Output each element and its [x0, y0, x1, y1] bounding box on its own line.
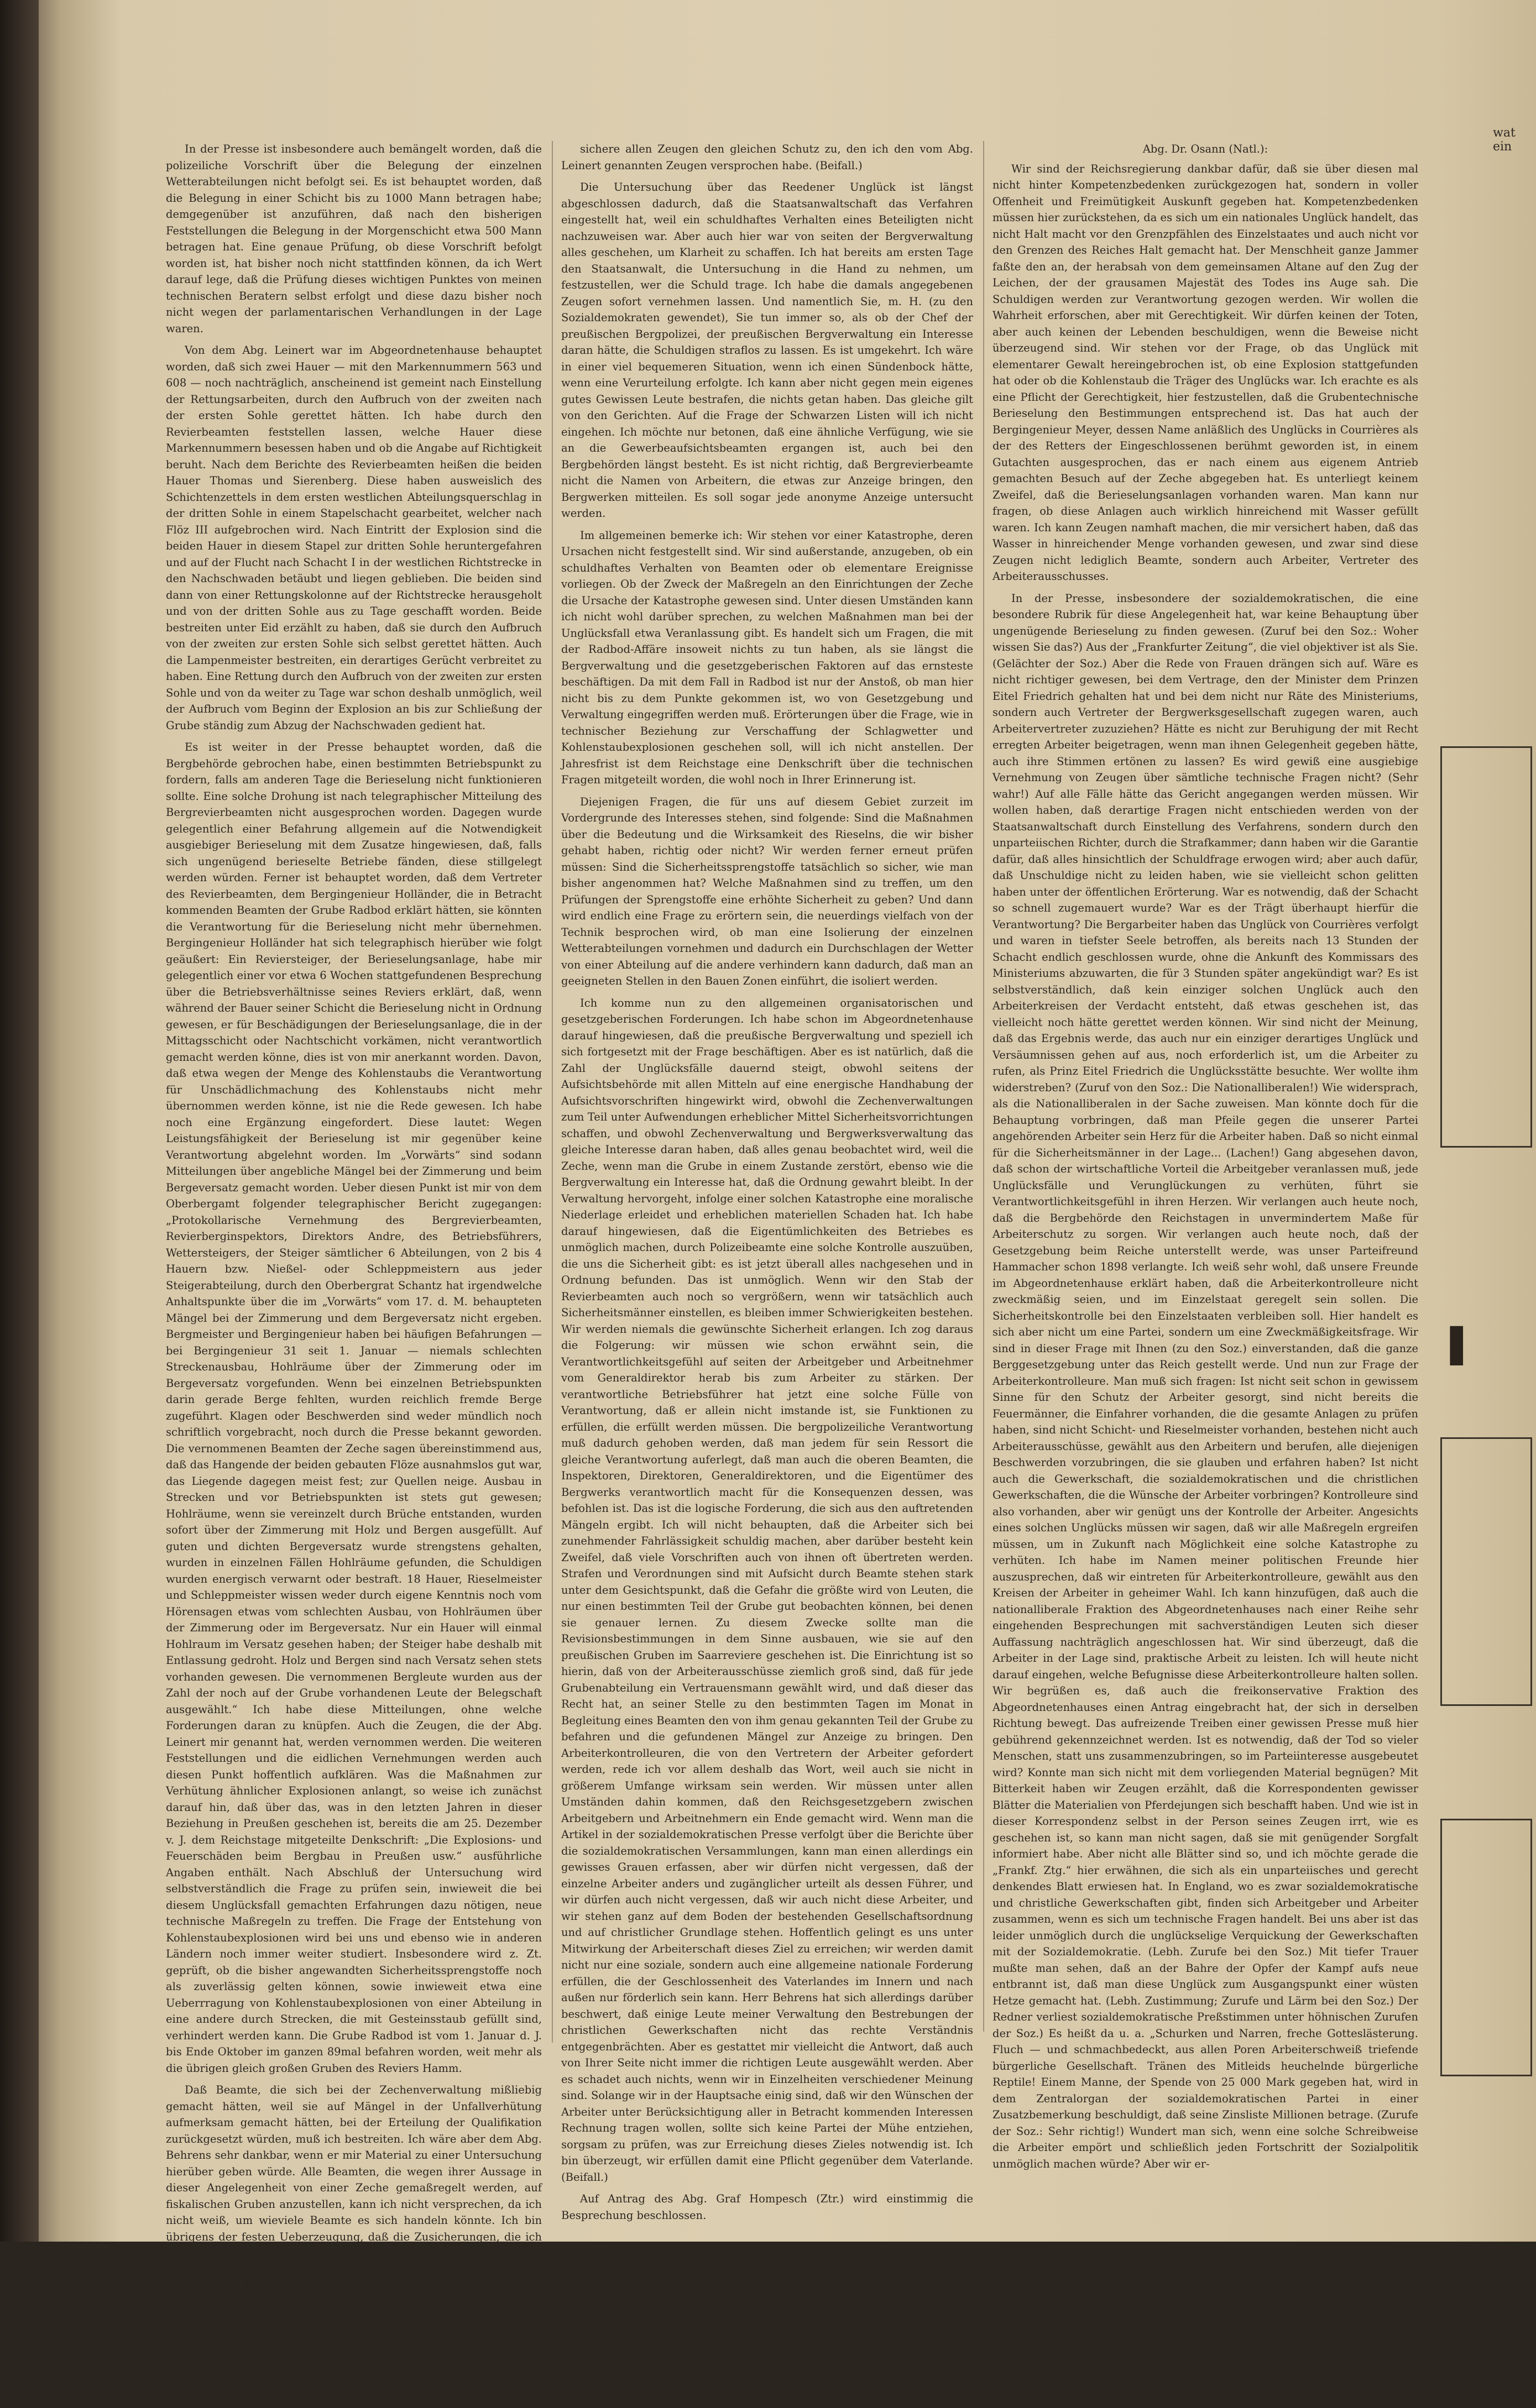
paragraph: Auf Antrag des Abg. Graf Hompesch (Ztr.) wird einstimmig die Besprechung beschlossen.: [561, 2192, 973, 2222]
column-rule-2: [983, 141, 984, 2032]
column-rule-1: [552, 141, 553, 2043]
paragraph: Von dem Abg. Leinert war im Abgeordnetenhause behauptet worden, daß sich zwei Hauer — mit den Markennummern 563 und 608 — noch nachträglich, anscheinend ist gemeint nach Einstellung der Rettungsarbeiten, durch den Aufbruch von der zweiten nach der ersten Sohle gerettet hätten. Ich habe durch den Revierbeamten feststellen lassen, welche Hauer diese Markennummern besessen haben und ob die Angabe auf Richtigkeit beruht. Nach dem Berichte des Revierbeamten heißen die beiden Hauer Thomas und Sierenberg. Diese haben ausweislich des Schichtenzettels in dem ersten westlichen Abteilungsquerschlag in der dritten Sohle in einem Stapelschacht gearbeitet, welcher nach Flöz III aufgebrochen wird. Nach Eintritt der Explosion sind die beiden Hauer in diesem Stapel zur dritten Sohle heruntergefahren und auf der Flucht nach Schacht I in der westlichen Richtstrecke in den Nachschwaden betäubt und liegen geblieben. Die beiden sind dann von einer Rettungskolonne auf der Richtstrecke herausgeholt und von der dritten Sohle aus zu Tage geschafft worden. Beide bestreiten unter Eid erzählt zu haben, daß sie durch den Aufbruch von der zweiten zur ersten Sohle sich selbst gerettet hätten. Auch die Lampenmeister bestreiten, ein derartiges Gerücht verbreitet zu haben. Eine Rettung durch den Aufbruch von der zweiten zur ersten Sohle und von da weiter zu Tage war schon deshalb unmöglich, weil der Aufbruch vom Beginn der Explosion an bis zur Schließung der Grube ständig zum Abzug der Nachschwaden gedient hat.: [166, 344, 542, 732]
neighbor-ad-frame-bottom: [1440, 1819, 1532, 2076]
book-binding-gutter: [0, 0, 39, 2242]
neighbor-ad-frame-top: [1440, 746, 1532, 1148]
paragraph: Die Untersuchung über das Reedener Unglück ist längst abgeschlossen dadurch, daß die Staatsanwaltschaft das Verfahren eingestellt hat, weil ein schuldhaftes Verhalten eines Beteiligten nicht nachzuweisen war. Aber auch hier war von seiten der Bergverwaltung alles geschehen, um Klarheit zu schaffen. Ich hat bereits am ersten Tage den Staatsanwalt, die Untersuchung in die Hand zu nehmen, um festzustellen, wer die Schuld trage. Ich habe die damals angegebenen Zeugen sofort vernehmen lassen. Und namentlich Sie, m. H. (zu den Sozialdemokraten gewendet), Sie tun immer so, als ob der Chef der preußischen Bergpolizei, der preußischen Bergverwaltung ein Interesse daran hätte, die Schuldigen straflos zu lassen. Es ist umgekehrt. Ich wäre in einer viel bequemeren Situation, wenn ich einen Sündenbock hätte, wenn eine Verurteilung erfolgte. Ich kann aber nicht gegen mein eigenes gutes Gewissen Leute bestrafen, die nichts getan haben. Das gleiche gilt von den Gerichten. Auf die Frage der Schwarzen Listen will ich nicht eingehen. Ich möchte nur betonen, daß eine ähnliche Verfügung, wie sie an die Gewerbeaufsichtsbeamten ergangen ist, auch bei den Bergbehörden längst besteht. Es ist nicht richtig, daß Bergrevierbeamte nicht die Namen von Arbeitern, die etwas zur Anzeige bringen, den Bergwerken mitteilen. Es soll sogar jede anonyme Anzeige untersucht werden.: [561, 181, 973, 520]
article-column-3: [992, 141, 1418, 2170]
paragraph: Im allgemeinen bemerke ich: Wir stehen vor einer Katastrophe, deren Ursachen nicht festgestellt sind. Wir sind außerstande, anzugeben, ob ein schuldhaftes Verhalten von Beamten oder ob elementare Ereignisse vorliegen. Ob der Zweck der Maßregeln an den Einrichtungen der Zeche die Ursache der Katastrophe gewesen sind. Unter diesen Umständen kann ich nicht wohl darüber sprechen, zu welchen Maßnahmen man bei der Unglücksfall etwa Veranlassung gibt. Es handelt sich um Fragen, die mit der Radbod-Affäre insoweit nichts zu tun haben, als sie längst die Bergverwaltung und die gesetzgeberischen Faktoren auf das ernsteste beschäftigen. Da mit dem Fall in Radbod ist nur der Anstoß, ob man hier nicht bis zu dem Punkte gekommen ist, wo von Gesetzgebung und Verwaltung eingegriffen werden muß. Erörterungen über die Frage, wie in technischer Beziehung zur Verschaffung der Schlagwetter und Kohlenstaubexplosionen geschehen soll, will ich nicht anstellen. Der Jahresfrist ist dem Reichstage eine Denkschrift über die technischen Fragen mitgeteilt worden, die wohl noch in Ihrer Erinnerung ist.: [561, 528, 973, 786]
paragraph: Es ist weiter in der Presse behauptet worden, daß die Bergbehörde gebrochen habe, einen bestimmten Betriebspunkt zu fordern, falls am anderen Tage die Berieselung nicht funktionieren sollte. Eine solche Drohung ist nach telegraphischer Mitteilung des Bergrevierbeamten nicht ausgesprochen worden. Dagegen wurde gelegentlich einer Befahrung allgemein auf die Notwendigkeit ausgiebiger Berieselung mit dem Zusatze hingewiesen, daß, falls sich ungenügend berieselte Betriebe fänden, diese stillgelegt werden würden. Ferner ist behauptet worden, daß dem Vertreter des Revierbeamten, dem Bergingenieur Holländer, die in Betracht kommenden Beamten der Grube Radbod erklärt hätten, sie könnten die Verantwortung für die Berieselung nicht mehr übernehmen. Bergingenieur Holländer hat sich telegraphisch hierüber wie folgt geäußert: Ein Reviersteiger, der Berieselungsanlage, habe mir gelegentlich einer vor etwa 6 Wochen stattgefundenen Besprechung über die Betriebsverhältnisse seines Reviers erklärt, daß, wenn während der Bauer seiner Schicht die Berieselung nicht in Ordnung gewesen, er für Beschädigungen der Berieselungsanlage, die in der Mittagsschicht oder Nachtschicht vorkämen, nicht verantwortlich gemacht werden könne, dies ist von mir anerkannt worden. Davon, daß etwa wegen der Menge des Kohlenstaubs die Verantwortung für Unschädlichmachung des Kohlenstaubs nicht mehr übernommen werden könne, ist nie die Rede gewesen. Ich habe noch eine Ergänzung eingefordert. Diese lautet: Wegen Leistungsfähigkeit der Berieselung ist mir gegenüber keine Verantwortung abgelehnt worden. Im „Vorwärts“ sind sodann Mitteilungen über angebliche Mängel bei der Zimmerung und beim Bergeversatz gemacht worden. Ueber diesen Punkt ist mir von dem Oberbergamt folgender telegraphischer Bericht zugegangen: „Protokollarische Vernehmung des Bergrevierbeamten, Revierberginspektors, Direktors Andre, des Betriebsführers, Wettersteigers, der Steiger sämtlicher 6 Abteilungen, von 2 bis 4 Hauern bzw. Nießel- oder Schleppmeistern aus jeder Steigerabteilung, durch den Oberbergrat Schantz hat irgendwelche Anhaltspunkte über die im „Vorwärts“ vom 17. d. M. behaupteten Mängel bei der Zimmerung und dem Bergeversatz nicht ergeben. Bergmeister und Bergingenieur haben bei häufigen Befahrungen — bei Bergingenieur 31 seit 1. Januar — niemals schlechten Streckenausbau, Hohlräume über der Zimmerung oder im Bergeversatz vorgefunden. Wenn bei einzelnen Betriebspunkten darin gerade Berge fehlten, wurden reichlich fremde Berge zugeführt. Klagen oder Beschwerden sind weder mündlich noch schriftlich vorgebracht, noch durch die Presse bekannt geworden. Die vernommenen Beamten der Zeche sagen übereinstimmend aus, daß das Hangende der beiden gebauten Flöze ausnahmslos gut war, das Liegende dagegen meist fest; zur Quellen neige. Ausbau in Strecken und vor Betriebspunkten ist stets gut gewesen; Hohlräume, wenn sie vereinzelt durch Brüche entstanden, wurden sofort über der Zimmerung mit Holz und Bergen ausgefüllt. Auf guten und dichten Bergeversatz wurde strengstens gehalten, wurden in einzelnen Fällen Hohlräume gefunden, die Schuldigen wurden energisch verwarnt oder bestraft. 18 Hauer, Rieselmeister und Schleppmeister wissen weder durch eigene Kenntnis noch vom Hörensagen etwas vom schlechten Ausbau, von Hohlräumen über der Zimmerung oder im Bergeversatz. Nur ein Hauer will einmal Hohlraum im Versatz gesehen haben; der Steiger habe deshalb mit Entlassung gedroht. Holz und Bergen sind nach Versatz sehen stets vorhanden gewesen. Die vernommenen Bergleute wurden aus der Zahl der noch auf der Grube vorhandenen Leute der Belegschaft ausgewählt.“ Ich habe diese Mitteilungen, ohne welche Forderungen daran zu knüpfen. Auch die Zeugen, die der Abg. Leinert mir genannt hat, werden vernommen werden. Die weiteren Feststellungen und die eidlichen Vernehmungen werden auch diesen Punkt hoffentlich aufklären. Was die Maßnahmen zur Verhütung ähnlicher Explosionen anlangt, so weise ich zunächst darauf hin, daß über das, was in den letzten Jahren in dieser Beziehung in Preußen geschehen ist, bereits die am 25. Dezember v. J. dem Reichstage mitgeteilte Denkschrift: „Die Explosions- und Feuerschäden beim Bergbau in Preußen usw.“ ausführliche Angaben enthält. Nach Abschluß der Untersuchung wird selbstverständlich die Frage zu prüfen sein, inwieweit die bei diesem Unglücksfall gemachten Erfahrungen dazu nötigen, neue technische Maßregeln zu treffen. Die Frage der Entstehung von Kohlenstaubexplosionen wird bei uns und ebenso wie in anderen Ländern noch immer weiter studiert. Insbesondere wird z. Zt. geprüft, ob die bisher angewandten Sicherheitssprengstoffe noch als zuverlässig gelten können, sowie inwieweit etwa eine Ueberrragung von Kohlenstaubexplosionen von einer Abteilung in eine andere durch Strecken, die mit Gesteinsstaub gefüllt sind, verhindert werden kann. Die Grube Radbod ist vom 1. Januar d. J. bis Ende Oktober im ganzen 89mal befahren worden, weit mehr als die übrigen gleich großen Gruben des Reviers Hamm.: [166, 741, 542, 2075]
paragraph: Ich komme nun zu den allgemeinen organisatorischen und gesetzgeberischen Forderungen. Ich habe schon im Abgeordnetenhause darauf hingewiesen, daß die preußische Bergverwaltung und speziell ich sich fortgesetzt mit der Frage beschäftigen. Aber es ist natürlich, daß die Zahl der Unglücksfälle dauernd steigt, obwohl seitens der Aufsichtsbehörde mit allen Mitteln auf eine energische Handhabung der Aufsichtsvorschriften hingewirkt wird, obwohl die Zechenverwaltungen zum Teil unter Aufwendungen erheblicher Mittel Sicherheitsvorrichtungen schaffen, und obwohl Zechenverwaltung und Bergwerksverwaltung das gleiche Interesse daran haben, daß alles genau beobachtet wird, weil die Zeche, wenn man die Grube in einem Zustande zerstört, ebenso wie die Bergverwaltung ein Interesse hat, daß die Ordnung gewahrt bleibt. In der Verwaltung hervorgeht, infolge einer solchen Katastrophe eine moralische Niederlage erleidet und erheblichen materiellen Schaden hat. Ich habe darauf hingewiesen, daß die Eigentümlichkeiten des Betriebes es unmöglich machen, durch Polizeibeamte eine solche Kontrolle auszuüben, die uns die Sicherheit gibt: es ist jetzt überall alles nachgesehen und in Ordnung befunden. Das ist unmöglich. Wenn wir den Stab der Revierbeamten auch noch so vergrößern, wenn wir tatsächlich auch Sicherheitsmänner einstellen, es bleiben immer Schwierigkeiten bestehen. Wir werden niemals die gewünschte Sicherheit erlangen. Ich zog daraus die Folgerung: wir müssen wie schon erwähnt sein, die Verantwortlichkeitsgefühl auf seiten der Arbeitgeber und Arbeitnehmer vom Generaldirektor herab bis zum Arbeiter zu stärken. Der verantwortliche Betriebsführer hat jetzt eine solche Fülle von Verantwortung, daß er allein nicht imstande ist, sie Funktionen zu erfüllen, die erfüllt werden müssen. Die bergpolizeiliche Verantwortung muß dadurch gehoben werden, daß man jedem für sein Ressort die gleiche Verantwortung auferlegt, daß man auch die oberen Beamten, die Inspektoren, Direktoren, Generaldirektoren, und die Eigentümer des Bergwerks verantwortlich macht für die Konsequenzen dessen, was befohlen ist. Das ist die logische Forderung, die sich aus den auftretenden Mängeln ergibt. Ich will nicht behaupten, daß die Arbeiter sich bei zunehmender Fahrlässigkeit schuldig machen, aber darüber besteht kein Zweifel, daß viele Vorschriften auch von ihnen oft übertreten werden. Strafen und Verordnungen sind mit Aufsicht durch Beamte stehen stark unter dem Gesichtspunkt, daß die Gefahr die größte wird von Leuten, die nur einen bestimmten Teil der Grube gut beobachten können, bei denen sie genauer lernen. Zu diesem Zwecke sollte man die Revisionsbestimmungen in dem Sinne ausbauen, wie sie auf den preußischen Gruben im Saarreviere geschehen ist. Die Einrichtung ist so hierin, daß von der Arbeiterausschüsse ziemlich groß sind, daß für jede Grubenabteilung ein Vertrauensmann gewählt wird, und daß dieser das Recht hat, an seiner Stelle zu den bestimmten Tagen im Monat in Begleitung eines Beamten den von ihm genau gekannten Teil der Grube zu befahren und die gefundenen Mängel zur Anzeige zu bringen. Den Arbeiterkontrolleuren, die von den Vertretern der Arbeiter gefordert werden, rede ich vor allem deshalb das Wort, weil auch sie nicht in größerem Umfange wirksam sein werden. Wir müssen unter allen Umständen dahin kommen, daß den Reichsgesetzgebern zwischen Arbeitgebern und Arbeitnehmern ein Ende gemacht wird. Wenn man die Artikel in der sozialdemokratischen Presse verfolgt über die Berichte über die sozialdemokratischen Versammlungen, kann man einen allerdings ein gewisses Grauen erfassen, aber wir dürfen nicht vergessen, daß der einzelne Arbeiter anders und zugänglicher urteilt als dessen Führer, und wir dürfen auch nicht vergessen, daß wir auch nicht diese Arbeiter, und wir stehen ganz auf dem Boden der bestehenden Gesellschaftsordnung und auf christlicher Grundlage stehen. Hoffentlich gelingt es uns unter Mitwirkung der Arbeiterschaft dieses Ziel zu erreichen; wir werden damit nicht nur eine soziale, sondern auch eine allgemeine nationale Forderung erfüllen, die der Geschlossenheit des Vaterlandes im Innern und nach außen nur förderlich sein kann. Herr Behrens hat sich allerdings darüber beschwert, daß einige Leute meiner Verwaltung den Bestrebungen der christlichen Gewerkschaften nicht das rechte Verständnis entgegenbrächten. Aber es gestattet mir vielleicht die Antwort, daß auch von Ihrer Seite nicht immer die richtigen Leute ausgewählt werden. Aber es schadet auch nichts, wenn wir in Einzelheiten verschiedener Meinung sind. Solange wir in der Hauptsache einig sind, daß wir den Wünschen der Arbeiter unter Berücksichtigung aller in Betracht kommenden Interessen Rechnung tragen wollen, sollte sich keine Partei der Mühe entziehen, sorgsam zu prüfen, was zur Erreichung dieses Zieles notwendig ist. Ich bin überzeugt, wir erfüllen damit eine Pflicht gegenüber dem Vaterlande. (Beifall.): [561, 996, 973, 2184]
article-column-1: [166, 141, 542, 2406]
neighbor-ad-frame-middle: [1440, 1437, 1532, 1706]
paragraph: Daß Beamte, die sich bei der Zechenverwaltung mißliebig gemacht hätten, weil sie auf Mängel in der Unfallverhütung aufmerksam gemacht hätten, bei der Erteilung der Qualifikation zurückgesetzt würden, muß ich bestreiten. Ich wäre aber dem Abg. Behrens sehr dankbar, wenn er mir Material zu einer Untersuchung hierüber geben würde. Alle Beamten, die wegen ihrer Aussage in dieser Angelegenheit von einer Zeche gemaßregelt werden, auf fiskalischen Gruben anzustellen, kann ich nicht versprechen, da ich nicht weiß, um wieviele Beamte es sich handeln könnte. Ich bin übrigens der festen Ueberzeugung, daß die Zusicherungen, die ich in dieser Beziehung dem Abg. Leinert gegeben habe, ganz überflüssig sind. Ich glaube nicht, daß irgend eine Zechenverwaltung einen Mann, der lediglich seine staatsbürgerliche Pflicht erfüllt, in einer schwebenden gerichtlichen Untersuchung nach bestem Wissen und Gewissen auszusagen, deswegen entlassen oder auf die schwarze Liste setzen wird. (Lachen bei den Sozialdemokraten und im Zentrum.) Wenn Sie recht haben, so werden diese Zeugen eben auf meinen Zechen ein Unterkommen finden, und damit ist die Frage erledigt. Ich werde jedem dankbar sein, der zur Aufklärung des Falles beiträgt und: [166, 2084, 542, 2406]
paragraph: In der Presse, insbesondere der sozialdemokratischen, die eine besondere Rubrik für diese Angelegenheit hat, war keine Behauptung über ungenügende Berieselung zu finden gewesen. (Zuruf bei den Soz.: Woher wissen Sie das?) Aus der „Frankfurter Zeitung“, die viel objektiver ist als Sie. (Gelächter der Soz.) Aber die Rede von Frauen drängen sich auf. Wäre es nicht richtiger gewesen, bei dem Vertrage, den der Minister dem Prinzen Eitel Friedrich gehalten hat und bei dem nicht nur Räte des Ministeriums, sondern auch Vertreter der Bergwerksgesellschaft zugegen waren, auch Arbeitervertreter zuzuziehen? Hätte es nicht zur Beruhigung der mit Recht erregten Arbeiter beigetragen, wenn man ihnen Gelegenheit gegeben hätte, auch ihre Stimmen ertönen zu lassen? Es wird gewiß eine ausgiebige Vernehmung von Zeugen über sämtliche technische Fragen nicht? (Sehr wahr!) Auf alle Fälle hätte das Gericht angegangen werden müssen. Wir wollen haben, daß derartige Fragen nicht entschieden werden von der Staatsanwaltschaft durch Einstellung des Verfahrens, sondern durch den unparteiischen Richter, durch die Strafkammer; dann haben wir die Garantie dafür, daß alles hinsichtlich der Schuldfrage erwogen wird; aber auch dafür, daß Unschuldige nicht zu leiden haben, wie sie vielleicht schon gelitten haben unter der öffentlichen Erörterung. War es notwendig, daß der Schacht so schnell zugemauert wurde? War es der Trägt überhaupt hierfür die Verantwortung? Die Bergarbeiter haben das Unglück von Courrières verfolgt und waren in tiefster Seele betroffen, als bereits nach 13 Stunden der Schacht endlich geschlossen wurde, ohne die Ankunft des Kommissars des Ministeriums abzuwarten, die für 3 Stunden später angekündigt war? Es ist selbstverständlich, daß kein einziger solchen Unglück auch den Arbeiterkreisen der Verdacht entsteht, daß etwas geschehen ist, das vielleicht noch hätte gerettet werden können. Wir sind nicht der Meinung, daß das Ergebnis werde, das auch nur ein einziger derartiges Unglück und Versäumnissen gehen auf aus, noch erforderlich ist, um die Arbeiter zu rufen, als Prinz Eitel Friedrich die Unglücksstätte besuchte. Wer wollte ihm widerstreben? (Zuruf von den Soz.: Die Nationalliberalen!) Wie widersprach, als die Nationalliberalen in der Sache zuweisen. Man könnte doch für die Behauptung vorbringen, daß man Pfeile gegen die unserer Partei angehörenden Arbeiter sein Herz für die Arbeiter haben. Daß so nicht einmal für die Sicherheitsmänner in der Lage... (Lachen!) Gang abgesehen davon, daß schon der wirtschaftliche Vorteil die Arbeitgeber veranlassen muß, jede Unglücksfälle und Verunglückungen zu verhüten, führt sie Verantwortlichkeitsgefühl in ihren Herzen. Wir verlangen auch heute noch, daß die Bergbehörde den Reichstagen in unvermindertem Maße für Arbeiterschutz zu sorgen. Wir verlangen auch heute noch, daß der Gesetzgebung beim Reiche unterstellt werde, was unser Parteifreund Hammacher schon 1898 verlangte. Ich weiß sehr wohl, daß unsere Freunde im Abgeordnetenhause erklärt haben, daß die Arbeiterkontrolleure nicht zweckmäßig seien, und im Einzelstaat geregelt sein sollen. Die Sicherheitskontrolle bei den Einzelstaaten verbleiben soll. Hier handelt es sich aber nicht um eine Partei, sondern um eine Zweckmäßigkeitsfrage. Wir sind in dieser Frage mit Ihnen (zu den Soz.) einverstanden, daß die ganze Berggesetzgebung unter das Reich gestellt werde. Und nun zur Frage der Arbeiterkontrolleure. Man muß sich fragen: Ist nicht seit schon in gewissem Sinne für den Schutz der Arbeiter gesorgt, sind nicht bereits die Feuermänner, die Einfahrer vorhanden, die die gesamte Anlagen zu prüfen haben, sind nicht Schicht- und Rieselmeister vorhanden, bestehen nicht auch Arbeiterausschüsse, gewählt aus den Arbeitern und berufen, alle diejenigen Beschwerden vorzubringen, die sie glauben und erfahren haben? Ist nicht auch die Gewerkschaft, die sozialdemokratischen und die christlichen Gewerkschaften, die die Wünsche der Arbeiter vorbringen? Kontrolleure sind also vorhanden, aber wir genügt uns der Kontrolle der Arbeiter. Angesichts eines solchen Unglücks müssen wir sagen, daß wir alle Maßregeln ergreifen müssen, um in Zukunft nach Möglichkeit eine solche Katastrophe zu verhüten. Ich habe im Namen meiner politischen Freunde hier auszusprechen, daß wir eintreten für Arbeiterkontrolleure, gewählt aus den Kreisen der Arbeiter in geheimer Wahl. Ich kann hinzufügen, daß auch die nationalliberale Fraktion des Abgeordnetenhauses nach einer Reihe sehr eingehenden Besprechungen mit sachverständigen Leuten sich dieser Auffassung nachträglich angeschlossen hat. Wir sind überzeugt, daß die Arbeiter in der Lage sind, praktische Arbeit zu leisten. Ich will heute nicht darauf eingehen, welche Befugnisse diese Arbeiterkontrolleure halten sollen. Wir begrüßen es, daß auch die freikonservative Fraktion des Abgeordnetenhauses einen Antrag eingebracht hat, der sich in derselben Richtung bewegt. Das aufreizende Treiben einer gewissen Presse muß hier gebührend gekennzeichnet werden. Ist es notwendig, daß der Tod so vieler Menschen, statt uns zusammenzubringen, so im Parteiinteresse ausgebeutet wird? Konnte man sich nicht mit dem vorliegenden Material begnügen? Mit Bitterkeit haben wir Zeugen erzählt, daß die Korrespondenten gewisser Blätter die Materialien von Pferdejungen sich beschafft haben. Und wie ist in dieser Korrespondenz selbst in der Person seines Zeugen irrt, wie es geschehen ist, so kann man nicht sagen, daß sie mit genügender Sorgfalt informiert habe. Aber nicht alle Blätter sind so, und ich möchte gerade die „Frankf. Ztg.“ hier erwähnen, die sich als ein unparteiisches und gerecht denkendes Blatt erwiesen hat. In England, wo es zwar sozialdemokratische und christliche Gewerkschaften gibt, finden sich Arbeitgeber und Arbeiter zusammen, wenn es sich um technische Fragen handelt. Bei uns aber ist das leider unmöglich durch die unglückselige Verquickung der Gewerkschaften mit der Sozialdemokratie. (Lebh. Zurufe bei den Soz.) Mit tiefer Trauer mußte man sehen, daß an der Bahre der Opfer der Kampf aufs neue entbrannt ist, daß man diese Unglück zum Ausgangspunkt einer wüsten Hetze gemacht hat. (Lebh. Zustimmung; Zurufe und Lärm bei den Soz.) Der Redner verliest sozialdemokratische Preßstimmen unter höhnischen Zurufen der Soz.) Es heißt da u. a. „Schurken und Narren, freche Gotteslästerung. Fluch — und schmachbedeckt, aus allen Poren Arbeiterschweiß triefende bürgerliche Gesellschaft. Tränen des Mitleids heuchelnde bürgerliche Reptile! Einem Manne, der Spende von 25 000 Mark gegeben hat, wird in dem Zentralorgan der sozialdemokratischen Partei in einer Zusatzbemerkung beschuldigt, daß seine Zinsliste Millionen betrage. (Zurufe der Soz.: Sehr richtig!) Wundert man sich, wenn eine solche Schreibweise die Arbeiter empört und schließlich jeden Fortschritt der Sozialpolitik unmöglich machen würde? Aber wir er-: [992, 591, 1418, 2170]
neighbor-page-strip: [1429, 0, 1536, 2242]
paragraph: sichere allen Zeugen den gleichen Schutz zu, den ich den vom Abg. Leinert genannten Zeugen versprochen habe. (Beifall.): [561, 143, 973, 172]
neighbor-page-header: wat ein: [1493, 126, 1516, 154]
neighbor-ad-fragment: ▌: [1450, 1327, 1476, 1365]
paragraph: In der Presse ist insbesondere auch bemängelt worden, daß die polizeiliche Vorschrift über die Belegung der einzelnen Wetterabteilungen nicht befolgt sei. Es ist behauptet worden, daß die Belegung in einer Schicht bis zu 1000 Mann betragen habe; demgegenüber ist anzuführen, daß nach den bisherigen Feststellungen die Belegung in der Morgenschicht etwa 500 Mann betragen hat. Eine genaue Prüfung, ob diese Vorschrift befolgt worden ist, hat bisher noch nicht stattfinden können, da ich Wert darauf lege, daß die Prüfung dieses wichtigen Punktes von meinen technischen Beratern selbst erfolgt und diese dazu bisher noch nicht wegen der parlamentarischen Verhandlungen in der Lage waren.: [166, 143, 542, 335]
paragraph: Diejenigen Fragen, die für uns auf diesem Gebiet zurzeit im Vordergrunde des Interesses stehen, sind folgende: Sind die Maßnahmen über die Bedeutung und die Wirksamkeit des Rieselns, die wir bisher gehabt haben, richtig oder nicht? Wir werden ferner erneut prüfen müssen: Sind die Sicherheitssprengstoffe tatsächlich so sicher, wie man bisher angenommen hat? Welche Maßnahmen sind zu treffen, um den Prüfungen der Sprengstoffe eine erhöhte Sicherheit zu geben? Und dann wird endlich eine Frage zu erörtern sein, die neuerdings vielfach von der Technik besprochen wird, ob man eine Isolierung der einzelnen Wetterabteilungen vornehmen und dadurch ein Durchschlagen der Wetter von einer Abteilung auf die andere verhindern kann dadurch, daß man an geeigneten Stellen in den Bauen Zonen einführt, die isoliert werden.: [561, 795, 973, 987]
article-column-2: [561, 141, 973, 2222]
speaker-heading: Abg. Dr. Osann (Natl.):: [1142, 143, 1268, 155]
paragraph: Wir sind der Reichsregierung dankbar dafür, daß sie über diesen mal nicht hinter Kompetenzbedenken zurückgezogen hat, sondern in voller Offenheit und Freimütigkeit Auskunft gegeben hat. Kompetenzbedenken müssen hier zurückstehen, da es sich um ein nationales Unglück handelt, das nicht Halt macht vor den Grenzpfählen des Einzelstaates und auch nicht vor den Grenzen des Reiches Halt gemacht hat. Der Menschheit ganze Jammer faßte den an, der herabsah von dem gemeinsamen Altane auf den Zug der Leichen, der der grausamen Majestät des Todes ins Auge sah. Die Schuldigen werden zur Verantwortung gezogen werden. Wir wollen die Wahrheit erforschen, aber mit Gerechtigkeit. Wir dürfen keinen der Toten, aber auch keinen der Lebenden beschuldigen, wenn die Beweise nicht überzeugend sind. Wir stehen vor der Frage, ob das Unglück mit elementarer Gewalt hereingebrochen ist, ob eine Explosion stattgefunden hat oder ob die Kohlenstaub die Träger des Unglücks war. Ich erachte es als eine Pflicht der Gerechtigkeit, hier festzustellen, daß die Grubentechnische Berieselung den Bestimmungen entsprechend ist. Das hat auch der Bergingenieur Meyer, dessen Name anläßlich des Unglücks in Courrières als der des Retters der Eingeschlossenen berühmt geworden ist, in einem Gutachten ausgesprochen, das er nach einem aus eigenem Antrieb gemachten Besuch auf der Zeche abgegeben hat. Es unterliegt keinem Zweifel, daß die Berieselungsanlagen vorhanden waren. Man kann nur fragen, ob diese Anlagen auch wirklich hinreichend mit Wasser gefüllt waren. Ich kann Zeugen namhaft machen, die mir versichert haben, daß das Wasser in hinreichender Menge vorhanden gewesen, und zwar sind diese Zeugen nicht lediglich Beamte, sondern auch Arbeiter, Vertreter des Arbeiterausschusses.: [992, 162, 1418, 583]
